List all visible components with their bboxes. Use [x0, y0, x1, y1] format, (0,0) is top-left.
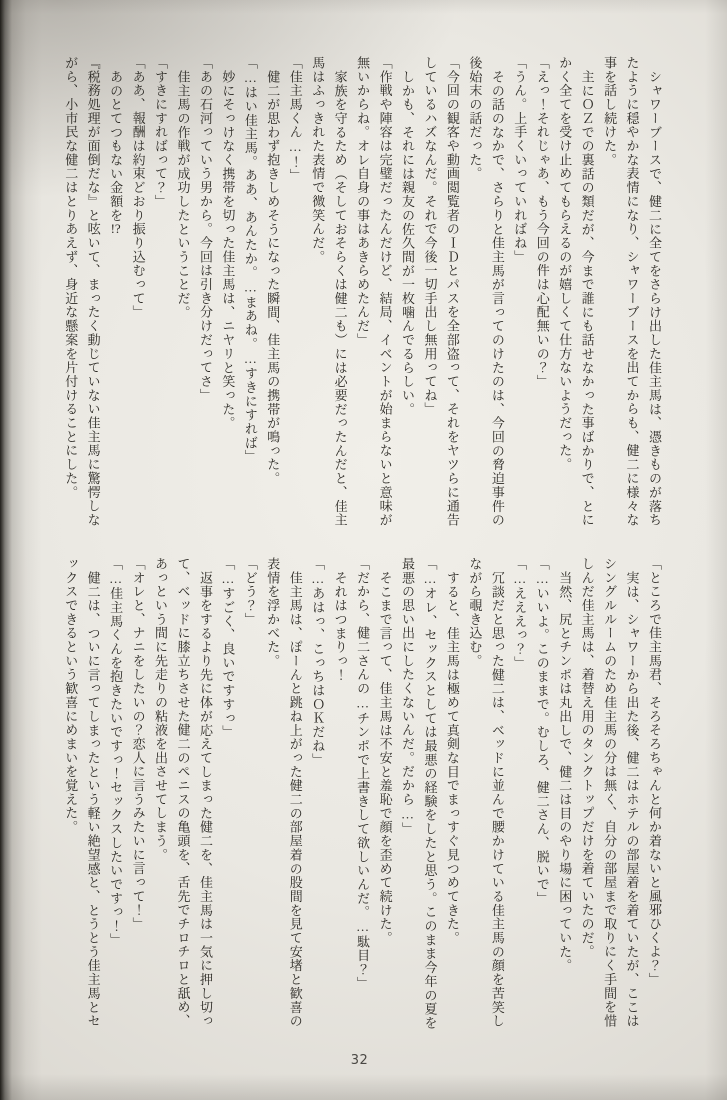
text-column: 実は、シャワーから出た後、健二はホテルの部屋着を着ていたが、ここは: [624, 571, 640, 1029]
text-column: あっという間に先走りの粘液を出させてしまう。: [153, 557, 169, 862]
text-column: たように穏やかな表情になり、シャワーブースを出てからも、健二に様々な: [624, 56, 640, 527]
text-column: 「…あはっ、こっちはＯＫだね」: [310, 557, 326, 767]
text-column: 当然、尻とチンポは丸出しで、健二は目のやり場に困っていた。: [557, 571, 573, 973]
text-column: 「…すごく、良いですすっ」: [220, 557, 236, 740]
text-column: 「ああ、報酬は約束どおり振り込むって」: [130, 56, 146, 320]
text-column: 返事をするより先に体が応えてしまった健二を、佳主馬は一気に押し切っ: [197, 571, 213, 1029]
text-column: 『税務処理が面倒だな』と呟いて、まったく動じていない佳主馬に驚愕しな: [85, 56, 101, 527]
text-column: 馬はふっきれた表情で微笑んだ。: [310, 56, 326, 264]
text-column: 「…佳主馬くんを抱きたいですっ！セックスしたいですっ！」: [108, 557, 124, 947]
text-column: 主にＯＺでの裏話の類だが、今まで誰にも話せなかった事ばかりで、とに: [579, 70, 595, 528]
page-number: 32: [350, 1053, 369, 1068]
text-column: 「すきにすればって？」: [153, 56, 169, 209]
text-column: その話のなかで、さらりと佳主馬が言ってのけたのは、今回の脅迫事件の: [489, 70, 505, 528]
text-column: あのとてつもない金額を!?: [108, 70, 124, 236]
text-column: がら、小市民な健二はとりあえず、身近な懸案を片付けることにした。: [63, 56, 79, 500]
text-column: ながら覗き込む。: [467, 557, 483, 668]
text-column: 冗談だと思った健二は、ベッドに並んで腰かけている佳主馬の顔を苦笑し: [489, 571, 505, 1029]
text-column: 「作戦や陣容は完璧だったんだけど、結局、イベントが始まらないと意味が: [377, 56, 393, 527]
text-column: 「どう？」: [242, 557, 258, 627]
text-column: 「うん。上手くいっていればね」: [512, 56, 528, 264]
text-column: 「えっ！それじゃあ、もう今回の件は心配無いの？」: [534, 56, 550, 389]
text-column: て、ベッドに膝立ちさせた健二のペニスの亀頭を、舌先でチロチロと舐め、: [175, 557, 191, 1028]
text-column: 後始末の話だった。: [467, 56, 483, 181]
text-column: 表情を浮かべた。: [265, 557, 281, 668]
text-column: すると、佳主馬は極めて真剣な目でまっすぐ見つめてきた。: [444, 571, 460, 945]
text-column: 「…はい佳主馬。ああ、あんたか。…まあね。…すきにすれば」: [242, 56, 258, 464]
text-column: 佳主馬は、ぽーんと跳ね上がった健二の部屋着の股間を見て安堵と歓喜の: [287, 571, 303, 1029]
text-column: 「あの石河っていう男から。今回は引き分けだってさ」: [197, 56, 213, 403]
text-column: 最悪の思い出にしたくないんだ。だから…」: [400, 557, 416, 836]
text-column: 妙にそっけなく携帯を切った佳主馬は、ニヤリと笑った。: [220, 70, 236, 431]
text-column: そこまで言って、佳主馬は不安と羞恥で顔を歪めて続けた。: [377, 571, 393, 945]
text-column: かく全てを受け止めてもらえるのが嬉しくて仕方ないようだった。: [557, 56, 573, 472]
text-column: 家族を守るため（そしておそらくは健二も）には必要だったんだと、佳主: [332, 70, 348, 528]
text-column: 「今回の観客や動画閲覧者のＩＤとパスを全部盗って、それをヤツらに通告: [444, 56, 460, 527]
text-column: 「だから、健二さんの…チンポで上書きして欲しいんだ。…駄目？」: [355, 557, 371, 991]
text-column: しかも、それには親友の佐久間が一枚噛んでるらしい。: [400, 70, 416, 417]
text-column: 無いからね。オレ自身の事はあきらめたんだ」: [355, 56, 371, 347]
text-block-top: [55, 56, 665, 536]
text-column: シャワーブースで、健二に全てをさらけ出した佳主馬は、憑きものが落ち: [647, 70, 662, 528]
text-column: 「ところで佳主馬君、そろそろちゃんと何か着ないと風邪ひくよ？」: [647, 557, 662, 987]
text-block-bottom: [55, 557, 665, 1037]
text-column: 「佳主馬くん…！」: [287, 56, 303, 183]
text-column: しんだ佳主馬は、着替え用のタンクトップだけを着ていたのだ。: [579, 557, 595, 959]
text-column: 事を話し続けた。: [602, 56, 618, 167]
tatechuyoko-punctuation: !?: [110, 222, 121, 236]
text-column: それはつまりっ！: [332, 571, 348, 682]
text-column: 健二は、ついに言ってしまったという軽い絶望感と、とうとう佳主馬とセ: [85, 571, 101, 1029]
text-column: 健二が思わず抱きしめそうになった瞬間、佳主馬の携帯が鳴った。: [265, 70, 281, 486]
text-column: ックスできるという歓喜にめまいを覚えた。: [63, 557, 79, 834]
text-column: 「オレと、ナニをしたいの？恋人に言うみたいに言って！」: [130, 557, 146, 931]
text-column: しているハズなんだ。それで今後一切手出し無用ってね」: [422, 56, 438, 417]
text-column: 「…オレ、セックスとしては最悪の経験をしたと思う。このまま今年の夏を: [422, 557, 438, 1030]
text-column: 「…いいよ。このままで。むしろ、健二さん、脱いで」: [534, 557, 550, 906]
text-column: 佳主馬の作戦が成功したということだ。: [175, 70, 191, 320]
text-column: 「…えええっ？」: [512, 557, 528, 670]
text-column: シングルルームのため佳主馬の分は無く、自分の部屋まで取りにく手間を惜: [602, 557, 618, 1028]
